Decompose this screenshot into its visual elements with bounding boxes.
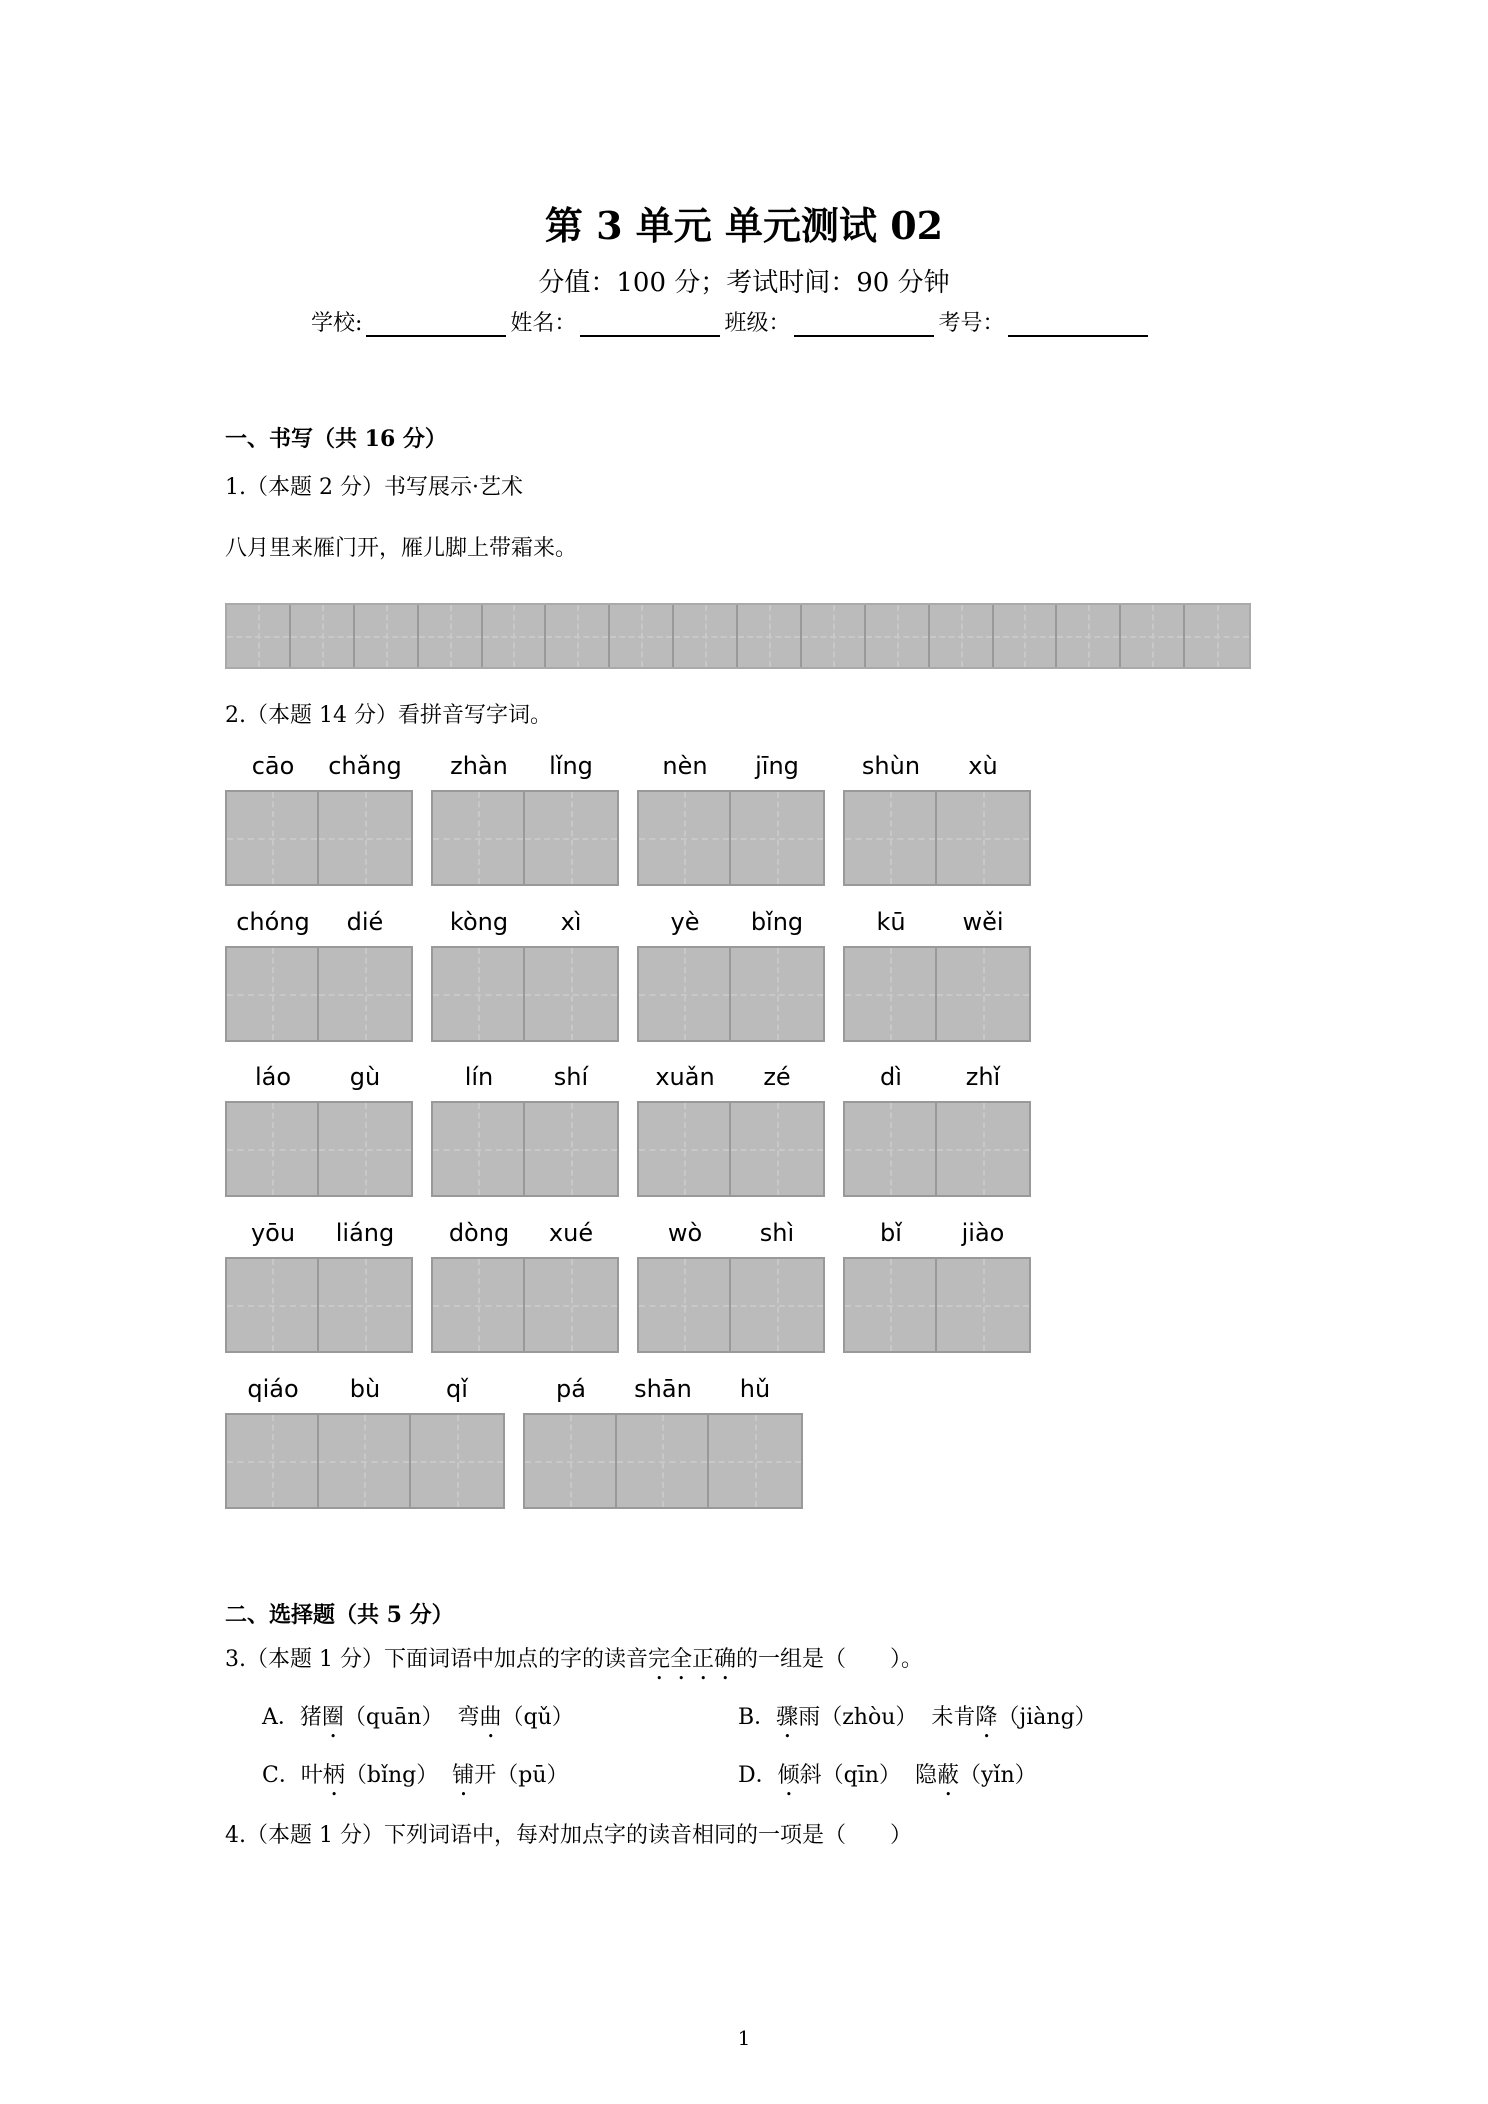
- cell-guide: [525, 1149, 617, 1151]
- writing-cell[interactable]: [731, 1103, 823, 1195]
- pinyin-word-box[interactable]: [431, 1257, 619, 1353]
- pinyin-label: kòng: [449, 908, 509, 936]
- pinyin-label: xué: [548, 1219, 594, 1247]
- option-d-word1-pinyin: （qīn）: [821, 1763, 901, 1788]
- pinyin-label: xì: [560, 908, 582, 936]
- option-d-word2-dotted: 蔽: [936, 1763, 959, 1788]
- name-label: 姓名：: [510, 311, 577, 336]
- pinyin-label: zhǐ: [965, 1063, 1001, 1091]
- option-d-word2-a: 隐: [914, 1763, 937, 1788]
- writing-cell[interactable]: [845, 1259, 937, 1351]
- pinyin-word-box[interactable]: [637, 790, 825, 886]
- writing-cell[interactable]: [639, 1103, 731, 1195]
- pinyin-word-box[interactable]: [843, 790, 1031, 886]
- cell-guide: [845, 838, 935, 840]
- option-b-word2-dotted: 降: [975, 1705, 998, 1730]
- cell-guide: [227, 1149, 317, 1151]
- option-a[interactable]: [262, 1700, 574, 1743]
- option-a-letter: A．: [262, 1705, 300, 1730]
- section-heading-writing: 一、书写（共 16 分）: [225, 426, 447, 452]
- pinyin-label: jīng: [755, 752, 799, 780]
- option-a-word2-dotted: 曲: [479, 1705, 502, 1730]
- pinyin-word-box[interactable]: [225, 1101, 413, 1197]
- pinyin-label: nèn: [662, 752, 708, 780]
- writing-cell[interactable]: [845, 1103, 937, 1195]
- question-2-label: 2.（本题 14 分）看拼音写字词。: [225, 703, 552, 728]
- writing-cell[interactable]: [845, 948, 937, 1040]
- option-b-word2-pinyin: （jiàng）: [997, 1705, 1097, 1730]
- cell-guide: [227, 994, 317, 996]
- cell-guide: [617, 1461, 707, 1463]
- pinyin-label: bǐng: [750, 908, 804, 936]
- cell-guide: [433, 994, 523, 996]
- writing-cell[interactable]: [433, 792, 525, 884]
- writing-cell[interactable]: [433, 1259, 525, 1351]
- class-label: 班级：: [724, 311, 791, 336]
- option-d-word1-a: 斜: [799, 1763, 822, 1788]
- cell-guide: [433, 1305, 523, 1307]
- pinyin-label: chóng: [236, 908, 310, 936]
- pinyin-label: xuǎn: [655, 1063, 715, 1091]
- writing-cell[interactable]: [937, 792, 1029, 884]
- writing-cell[interactable]: [525, 1415, 617, 1507]
- pinyin-label: cāo: [251, 752, 295, 780]
- cell-guide: [937, 838, 1029, 840]
- option-c-letter: C．: [262, 1763, 301, 1788]
- cell-guide: [525, 994, 617, 996]
- pinyin-label: hǔ: [739, 1375, 771, 1403]
- cell-guide: [433, 838, 523, 840]
- cell-guide: [845, 1305, 935, 1307]
- writing-cell[interactable]: [937, 1103, 1029, 1195]
- pinyin-label: kū: [876, 908, 906, 936]
- pinyin-label: pá: [556, 1375, 586, 1403]
- option-b-word2-a: 未肯: [931, 1705, 976, 1730]
- cell-guide: [319, 994, 411, 996]
- pinyin-label: lín: [464, 1063, 494, 1091]
- pinyin-label: chǎng: [328, 752, 402, 780]
- cell-guide: [319, 1149, 411, 1151]
- pinyin-label: gù: [349, 1063, 381, 1091]
- pinyin-word-box[interactable]: [225, 790, 413, 886]
- option-c-word1-a: 叶: [300, 1763, 323, 1788]
- writing-cell[interactable]: [319, 1259, 411, 1351]
- writing-cell[interactable]: [525, 1259, 617, 1351]
- option-c-word2-dotted: 铺: [452, 1763, 475, 1788]
- question-4-label: 4.（本题 1 分）下列词语中，每对加点字的读音相同的一项是（ ）: [225, 1823, 912, 1848]
- option-d-word2-pinyin: （yǐn）: [959, 1763, 1037, 1788]
- writing-cell[interactable]: [525, 1103, 617, 1195]
- cell-guide: [639, 1305, 729, 1307]
- option-d-letter: D．: [738, 1763, 778, 1788]
- pinyin-label: zé: [763, 1063, 791, 1091]
- option-b-word1-dotted: 骤: [776, 1705, 799, 1730]
- pinyin-label: lǐng: [549, 752, 593, 780]
- option-b-word1-a: 雨: [798, 1705, 821, 1730]
- pinyin-label: shān: [634, 1375, 692, 1403]
- pinyin-word-box[interactable]: [637, 1101, 825, 1197]
- pinyin-label: xù: [968, 752, 998, 780]
- option-a-word2-pinyin: （qǔ）: [501, 1705, 574, 1730]
- writing-cell[interactable]: [709, 1415, 801, 1507]
- pinyin-word-box[interactable]: [523, 1413, 803, 1509]
- cell-guide: [731, 838, 823, 840]
- cell-guide: [525, 838, 617, 840]
- writing-cell[interactable]: [639, 948, 731, 1040]
- pinyin-label: dì: [880, 1063, 902, 1091]
- pinyin-label: dié: [346, 908, 384, 936]
- option-c-word2-a: 开: [474, 1763, 497, 1788]
- page-number: 1: [737, 2026, 751, 2050]
- pinyin-label: shùn: [861, 752, 921, 780]
- section-heading-choice: 二、选择题（共 5 分）: [225, 1602, 454, 1628]
- option-c[interactable]: [262, 1758, 569, 1801]
- question-3-label-pre: 3.（本题 1 分）下面词语中加点的字的读音: [225, 1647, 648, 1672]
- option-b-word1-pinyin: （zhòu）: [820, 1705, 918, 1730]
- pinyin-word-box[interactable]: [225, 946, 413, 1042]
- pinyin-label: wěi: [962, 908, 1004, 936]
- cell-guide: [227, 1305, 317, 1307]
- writing-cell[interactable]: [227, 1259, 319, 1351]
- pinyin-word-box[interactable]: [431, 790, 619, 886]
- writing-cell[interactable]: [319, 1103, 411, 1195]
- option-c-word2-pinyin: （pū）: [496, 1763, 569, 1788]
- cell-guide: [937, 1149, 1029, 1151]
- pinyin-label: qiáo: [247, 1375, 299, 1403]
- pinyin-label: bù: [349, 1375, 381, 1403]
- writing-cell[interactable]: [433, 1103, 525, 1195]
- pinyin-label: dòng: [448, 1219, 510, 1247]
- writing-cell[interactable]: [227, 792, 319, 884]
- cell-guide: [731, 1149, 823, 1151]
- writing-cell[interactable]: [227, 948, 319, 1040]
- option-b[interactable]: [738, 1700, 1097, 1743]
- cell-guide: [411, 1461, 503, 1463]
- exam-number-label: 考号：: [938, 311, 1005, 336]
- writing-cell[interactable]: [319, 792, 411, 884]
- pinyin-label: shí: [553, 1063, 589, 1091]
- cell-guide: [731, 1305, 823, 1307]
- cell-guide: [937, 994, 1029, 996]
- pinyin-label: yōu: [250, 1219, 296, 1247]
- writing-cell[interactable]: [319, 948, 411, 1040]
- option-a-word1-pinyin: （quān）: [343, 1705, 444, 1730]
- pinyin-label: wò: [667, 1219, 703, 1247]
- writing-cell[interactable]: [937, 948, 1029, 1040]
- writing-cell[interactable]: [731, 792, 823, 884]
- option-a-word1-dotted: 圈: [321, 1705, 344, 1730]
- writing-cell[interactable]: [319, 1415, 411, 1507]
- cell-guide: [319, 1305, 411, 1307]
- writing-cell[interactable]: [227, 1415, 319, 1507]
- question-3-label-post: 的一组是（ ）。: [736, 1647, 924, 1672]
- cell-guide: [319, 838, 411, 840]
- option-b-letter: B．: [738, 1705, 777, 1730]
- pinyin-label: shì: [759, 1219, 795, 1247]
- question-3-label-dotted: 完全正确: [647, 1647, 736, 1672]
- cell-guide: [731, 994, 823, 996]
- option-a-word2-a: 弯: [457, 1705, 480, 1730]
- writing-cell[interactable]: [937, 1259, 1029, 1351]
- option-a-word1-a: 猪: [299, 1705, 322, 1730]
- pinyin-word-box[interactable]: [637, 1257, 825, 1353]
- writing-cell[interactable]: [639, 1259, 731, 1351]
- exam-info: 分值：100 分；考试时间：90 分钟: [538, 268, 950, 298]
- writing-cell[interactable]: [639, 792, 731, 884]
- pinyin-word-box[interactable]: [843, 1257, 1031, 1353]
- pinyin-word-box[interactable]: [843, 946, 1031, 1042]
- option-c-word1-pinyin: （bǐng）: [344, 1763, 439, 1788]
- school-label: 学校:: [311, 311, 363, 336]
- option-c-word1-dotted: 柄: [322, 1763, 345, 1788]
- writing-cell[interactable]: [227, 1103, 319, 1195]
- writing-cell[interactable]: [525, 792, 617, 884]
- pinyin-word-box[interactable]: [637, 946, 825, 1042]
- cell-guide: [845, 1149, 935, 1151]
- cell-guide: [525, 1305, 617, 1307]
- cell-guide: [525, 1461, 615, 1463]
- pinyin-label: bǐ: [880, 1219, 902, 1247]
- cell-guide: [639, 994, 729, 996]
- cell-guide: [639, 838, 729, 840]
- writing-cell[interactable]: [731, 948, 823, 1040]
- pinyin-label: qǐ: [446, 1375, 468, 1403]
- pinyin-word-box[interactable]: [431, 946, 619, 1042]
- pinyin-label: láo: [254, 1063, 292, 1091]
- pinyin-label: zhàn: [450, 752, 508, 780]
- writing-cell[interactable]: [525, 948, 617, 1040]
- cell-guide: [227, 838, 317, 840]
- cell-guide: [937, 1305, 1029, 1307]
- writing-cell[interactable]: [845, 792, 937, 884]
- question-3-label: [225, 1642, 923, 1685]
- writing-cell[interactable]: [411, 1415, 503, 1507]
- pinyin-word-box[interactable]: [225, 1413, 505, 1509]
- cell-guide: [227, 1461, 317, 1463]
- cell-guide: [433, 1149, 523, 1151]
- writing-cell[interactable]: [433, 948, 525, 1040]
- cell-guide: [709, 1461, 801, 1463]
- pinyin-word-box[interactable]: [431, 1101, 619, 1197]
- pinyin-label: jiào: [961, 1219, 1005, 1247]
- pinyin-word-box[interactable]: [225, 1257, 413, 1353]
- question-1-text: 八月里来雁门开，雁儿脚上带霜来。: [225, 536, 578, 561]
- cell-guide: [639, 1149, 729, 1151]
- option-d[interactable]: [738, 1758, 1037, 1801]
- pinyin-label: yè: [670, 908, 700, 936]
- writing-cell[interactable]: [617, 1415, 709, 1507]
- pinyin-word-box[interactable]: [843, 1101, 1031, 1197]
- page-title: 第 3 单元 单元测试 02: [544, 203, 944, 248]
- cell-guide: [845, 994, 935, 996]
- option-d-word1-dotted: 倾: [777, 1763, 800, 1788]
- writing-cell[interactable]: [731, 1259, 823, 1351]
- cell-guide: [319, 1461, 409, 1463]
- pinyin-label: liáng: [335, 1219, 395, 1247]
- question-1-label: 1.（本题 2 分）书写展示·艺术: [225, 475, 523, 500]
